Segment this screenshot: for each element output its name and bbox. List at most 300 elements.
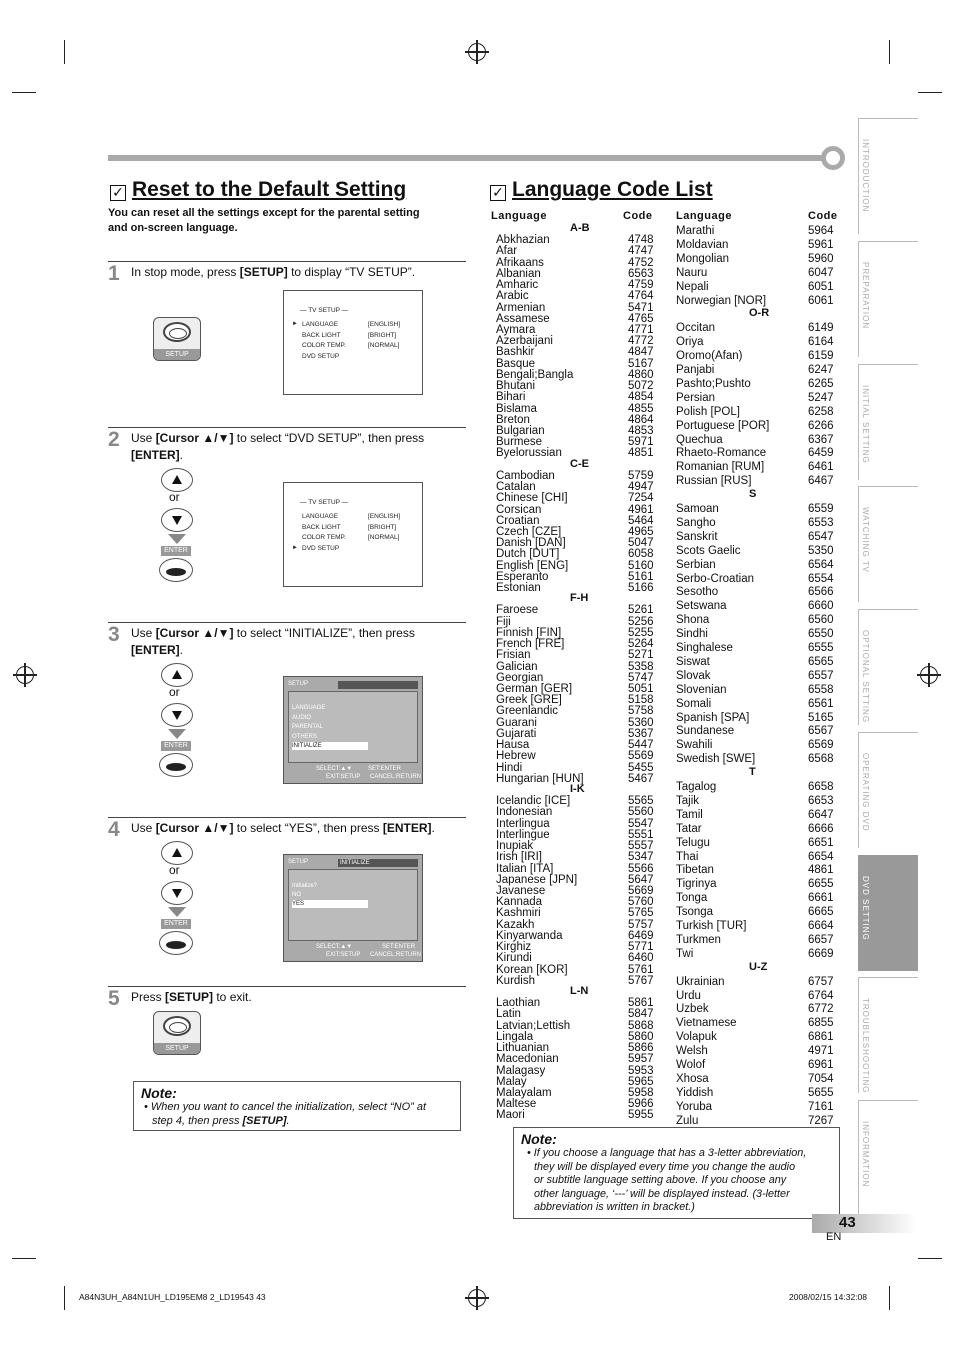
language-name: Assamese xyxy=(496,312,550,325)
language-name: Cambodian xyxy=(496,469,555,482)
language-name: Sangho xyxy=(676,516,716,529)
language-code: 6149 xyxy=(808,322,834,335)
language-code: 5771 xyxy=(628,941,654,954)
screen-row: LANGUAGE [ENGLISH] xyxy=(302,513,401,520)
language-name: Kinyarwanda xyxy=(496,929,563,942)
language-name: Tigrinya xyxy=(676,878,717,891)
crop-mark xyxy=(12,92,36,93)
registration-mark-icon xyxy=(468,1289,486,1307)
language-name: Oriya xyxy=(676,336,704,349)
screen-row: COLOR TEMP. [NORMAL] xyxy=(302,534,400,541)
language-name: German [GER] xyxy=(496,683,573,696)
side-tab-label: INTRODUCTION xyxy=(861,139,870,213)
language-code: 5557 xyxy=(628,840,654,853)
side-tab-label: OPERATING DVD xyxy=(861,753,870,832)
language-code: 5160 xyxy=(628,559,654,572)
checkbox-icon: ✓ xyxy=(490,185,506,201)
language-name: Kirundi xyxy=(496,952,532,965)
language-code: 4861 xyxy=(808,864,834,877)
language-code: 5358 xyxy=(628,660,654,673)
language-code: 5551 xyxy=(628,828,654,841)
language-name: Russian [RUS] xyxy=(676,475,752,488)
language-name: Serbo-Croatian xyxy=(676,572,754,585)
side-tab-dvd-setting xyxy=(858,855,918,971)
language-name: Shona xyxy=(676,614,710,627)
language-code: 4854 xyxy=(628,391,654,404)
screen-menu-item: INITIALIZE xyxy=(292,742,368,750)
language-code: 5350 xyxy=(808,544,834,557)
language-code: 5047 xyxy=(628,537,654,550)
screen-menu-item: YES xyxy=(292,900,368,908)
language-code: 4765 xyxy=(628,312,654,325)
language-code: 5958 xyxy=(628,1086,654,1099)
page-language: EN xyxy=(826,1231,842,1243)
language-name: Corsican xyxy=(496,503,542,516)
language-name: Tagalog xyxy=(676,781,717,793)
note-line: or subtitle language setting above. If you choose any xyxy=(534,1174,787,1187)
language-group-header: A-B xyxy=(570,222,590,234)
language-name: Albanian xyxy=(496,267,541,280)
language-name: Urdu xyxy=(676,989,701,1002)
screen-row: LANGUAGE [ENGLISH] xyxy=(302,321,401,328)
language-code: 5471 xyxy=(628,301,654,314)
language-name: Guarani xyxy=(496,716,537,729)
screen-footer: EXIT:SETUP xyxy=(326,774,361,780)
language-code: 6051 xyxy=(808,280,834,293)
step-number: 5 xyxy=(108,987,120,1010)
language-code: 6047 xyxy=(808,266,834,279)
language-code: 4965 xyxy=(628,525,654,538)
or-label: or xyxy=(169,490,180,504)
language-code: 6564 xyxy=(808,558,834,571)
language-code: 6547 xyxy=(808,530,834,543)
language-name: Finnish [FIN] xyxy=(496,626,562,639)
screen-row: BACK LIGHT [BRIGHT] xyxy=(302,331,397,339)
language-name: Hausa xyxy=(496,739,530,752)
language-code: 6568 xyxy=(808,753,834,766)
language-code: 6647 xyxy=(808,808,834,821)
language-code: 5247 xyxy=(808,391,834,404)
cursor-up-icon xyxy=(161,663,193,687)
language-name: Zulu xyxy=(676,1114,699,1127)
screen-row: DVD SETUP xyxy=(302,544,340,552)
language-code: 5271 xyxy=(628,649,654,662)
language-name: Tonga xyxy=(676,892,708,905)
language-code: 5569 xyxy=(628,750,654,763)
language-code: 6058 xyxy=(628,548,654,561)
language-code: 5261 xyxy=(628,604,654,617)
language-name: Korean [KOR] xyxy=(496,963,568,976)
language-name: Byelorussian xyxy=(496,447,562,460)
language-name: Galician xyxy=(496,660,538,673)
language-name: Kurdish xyxy=(496,974,535,987)
header-rule xyxy=(108,155,826,161)
language-code: 5051 xyxy=(628,683,654,696)
language-code: 5860 xyxy=(628,1030,654,1043)
language-name: Marathi xyxy=(676,225,715,237)
language-name: Latvian;Lettish xyxy=(496,1019,571,1032)
language-name: Nauru xyxy=(676,266,708,279)
header-rule-circle xyxy=(821,146,845,170)
language-code: 4860 xyxy=(628,368,654,381)
language-name: Rhaeto-Romance xyxy=(676,447,767,460)
language-name: Norwegian [NOR] xyxy=(676,294,767,307)
step-number: 2 xyxy=(108,428,120,451)
language-code: 6563 xyxy=(628,267,654,280)
tv-setup-screen xyxy=(283,290,423,395)
screen-footer: SET:ENTER xyxy=(382,944,416,950)
language-code: 6461 xyxy=(808,461,834,474)
enter-label: ENTER xyxy=(161,546,191,556)
side-tab-troubleshooting xyxy=(858,977,918,1093)
language-name: Serbian xyxy=(676,558,716,571)
language-code: 5955 xyxy=(628,1109,654,1122)
language-group-header: F-H xyxy=(570,592,589,605)
language-name: Czech [CZE] xyxy=(496,525,562,538)
language-name: Bihari xyxy=(496,391,526,404)
language-name: Bhutani xyxy=(496,380,536,393)
setup-button-icon: SETUP xyxy=(153,317,201,361)
language-name: Sundanese xyxy=(676,725,735,738)
language-name: Hungarian [HUN] xyxy=(496,772,584,785)
language-code: 4853 xyxy=(628,424,654,437)
side-tab-label: WATCHING TV xyxy=(861,507,870,573)
language-code: 5747 xyxy=(628,671,654,684)
language-code: 6657 xyxy=(808,933,834,946)
step-3-instruction: Use [Cursor ▲/▼] to select “INITIALIZE”, then press [ENTER]. xyxy=(131,626,415,657)
language-code: 5161 xyxy=(628,570,654,583)
language-name: Telugu xyxy=(676,836,710,849)
language-code: 6258 xyxy=(808,405,834,418)
language-name: Welsh xyxy=(676,1045,708,1058)
language-name: Turkmen xyxy=(676,933,721,946)
screen-row: DVD SETUP xyxy=(302,352,340,360)
language-code: 6855 xyxy=(808,1017,834,1030)
screen-header: SETUP xyxy=(288,859,309,865)
language-name: Romanian [RUM] xyxy=(676,461,765,474)
language-code: 6061 xyxy=(808,294,834,307)
language-code: 5167 xyxy=(628,357,654,370)
language-name: Inupiak xyxy=(496,840,534,853)
language-code: 6961 xyxy=(808,1059,834,1071)
step-4-instruction: Use [Cursor ▲/▼] to select “YES”, then press [ENTER]. xyxy=(131,821,435,835)
language-code: 4864 xyxy=(628,413,654,426)
language-name: Occitan xyxy=(676,322,715,335)
setup-button-icon: SETUP xyxy=(153,1011,201,1055)
tv-setup-screen-dvd-selected xyxy=(283,482,423,587)
language-code: 5464 xyxy=(628,514,654,527)
language-code: 5158 xyxy=(628,694,654,707)
language-name: Mongolian xyxy=(676,252,730,265)
language-code: 6559 xyxy=(808,503,834,515)
language-name: Yiddish xyxy=(676,1086,714,1099)
language-code: 7267 xyxy=(808,1114,834,1127)
language-code: 5072 xyxy=(628,380,654,393)
language-name: Xhosa xyxy=(676,1072,709,1085)
language-name: Sesotho xyxy=(676,586,719,599)
language-name: Bashkir xyxy=(496,346,535,359)
language-name: Amharic xyxy=(496,279,539,292)
note-line: other language, ‘---’ will be displayed instead. (3-letter xyxy=(534,1187,790,1200)
language-name: Esperanto xyxy=(496,570,549,583)
language-name: Basque xyxy=(496,357,536,370)
language-name: Estonian xyxy=(496,582,541,595)
language-code: 5165 xyxy=(808,711,834,724)
language-code: 5565 xyxy=(628,795,654,808)
cursor-down-icon xyxy=(161,703,193,727)
language-code: 5966 xyxy=(628,1098,654,1111)
language-code: 5957 xyxy=(628,1053,654,1066)
cursor-down-icon xyxy=(161,881,193,905)
menu-pointer-icon: ► xyxy=(292,544,298,551)
language-name: Maltese xyxy=(496,1098,537,1111)
language-code: 6557 xyxy=(808,669,834,682)
screen-footer: SELECT:▲▼ xyxy=(316,944,353,950)
side-tab-introduction xyxy=(858,118,918,234)
language-code: 6664 xyxy=(808,920,834,932)
language-name: Slovak xyxy=(676,669,711,682)
checkbox-icon: ✓ xyxy=(110,185,126,201)
screen-title: — TV SETUP — xyxy=(300,499,349,506)
crop-mark xyxy=(889,40,890,64)
language-name: Vietnamese xyxy=(676,1017,737,1030)
language-name: Uzbek xyxy=(676,1003,709,1016)
language-group-header: S xyxy=(749,488,757,501)
screen-footer: EXIT:SETUP xyxy=(326,952,361,958)
language-name: Kirghiz xyxy=(496,941,532,954)
language-name: Croatian xyxy=(496,514,540,527)
language-code: 5868 xyxy=(628,1019,654,1032)
footer-timestamp: 2008/02/15 14:32:08 xyxy=(789,1292,867,1302)
screen-row: BACK LIGHT [BRIGHT] xyxy=(302,523,397,531)
language-code: 6558 xyxy=(808,683,834,696)
screen-header: SETUP xyxy=(288,681,309,687)
language-code: 6265 xyxy=(808,377,834,390)
language-name: Scots Gaelic xyxy=(676,544,741,557)
language-code: 5560 xyxy=(628,806,654,819)
language-name: Georgian xyxy=(496,671,544,684)
side-tab-operating-dvd xyxy=(858,732,918,848)
language-name: Aymara xyxy=(496,323,536,336)
language-name: Malagasy xyxy=(496,1064,546,1077)
language-code: 4747 xyxy=(628,245,654,258)
language-name: Abkhazian xyxy=(496,234,550,247)
language-name: Afar xyxy=(496,245,518,258)
language-code: 6666 xyxy=(808,822,834,835)
note-cancel-initialization: Note: • When you want to cancel the initialization, select “NO” at step 4, then press [SETUP]. xyxy=(133,1081,461,1131)
step-divider xyxy=(108,261,466,262)
screen-footer: SET:ENTER xyxy=(368,766,402,772)
registration-mark-icon xyxy=(920,666,938,684)
language-name: Swedish [SWE] xyxy=(676,753,756,766)
language-name: Lithuanian xyxy=(496,1042,550,1055)
language-name: Polish [POL] xyxy=(676,405,740,418)
enter-button-icon xyxy=(159,558,193,582)
language-name: Japanese [JPN] xyxy=(496,873,578,886)
step-2-instruction: Use [Cursor ▲/▼] to select “DVD SETUP”, then press [ENTER]. xyxy=(131,431,425,462)
language-name: Nepali xyxy=(676,280,709,293)
side-tab-preparation xyxy=(858,241,918,357)
language-code: 6569 xyxy=(808,739,834,752)
language-code: 5347 xyxy=(628,851,654,864)
language-name: Sanskrit xyxy=(676,530,718,543)
language-name: Indonesian xyxy=(496,806,553,819)
language-code: 6764 xyxy=(808,989,834,1002)
enter-label: ENTER xyxy=(161,741,191,751)
language-name: Javanese xyxy=(496,884,546,897)
language-name: English [ENG] xyxy=(496,559,569,572)
language-name: Persian xyxy=(676,391,715,404)
screen-footer: CANCEL:RETURN xyxy=(370,774,422,780)
language-name: Singhalese xyxy=(676,642,733,654)
crop-mark xyxy=(64,1286,65,1310)
language-code: 6661 xyxy=(808,892,834,905)
language-group-header: O-R xyxy=(749,307,770,320)
col2-language-header: Language xyxy=(676,210,732,222)
cursor-down-icon xyxy=(161,508,193,532)
language-code: 7161 xyxy=(808,1100,834,1113)
language-group-header: C-E xyxy=(570,457,589,470)
side-tab-watching-tv xyxy=(858,486,918,602)
language-name: Swahili xyxy=(676,739,713,752)
language-name: Bislama xyxy=(496,402,537,415)
enter-button-icon xyxy=(159,931,193,955)
language-name: Italian [ITA] xyxy=(496,862,554,875)
language-code: 6550 xyxy=(808,628,834,641)
language-code: 5866 xyxy=(628,1042,654,1055)
language-name: Turkish [TUR] xyxy=(676,920,747,932)
arrow-down-icon xyxy=(168,534,186,544)
language-name: Tajik xyxy=(676,794,700,807)
language-code: 6469 xyxy=(628,929,654,942)
step-divider xyxy=(108,817,466,818)
language-code: 5861 xyxy=(628,997,654,1010)
language-code: 5255 xyxy=(628,626,654,639)
language-code: 5760 xyxy=(628,896,654,909)
language-name: Lingala xyxy=(496,1030,534,1043)
language-code: 6669 xyxy=(808,947,834,960)
language-code: 6653 xyxy=(808,794,834,807)
language-name: Arabic xyxy=(496,290,529,303)
language-code: 5264 xyxy=(628,638,654,651)
arrow-down-icon xyxy=(168,729,186,739)
language-name: Tamil xyxy=(676,808,703,821)
language-name: French [FRE] xyxy=(496,638,565,651)
language-code: 5669 xyxy=(628,884,654,897)
side-tab-label: DVD SETTING xyxy=(861,876,870,941)
setup-menu-screen xyxy=(283,676,423,784)
menu-pointer-icon: ► xyxy=(292,321,298,327)
screen-header-bar: INITIALIZE xyxy=(338,859,418,867)
language-code: 4748 xyxy=(628,234,654,247)
language-name: Afrikaans xyxy=(496,256,544,269)
language-code: 6665 xyxy=(808,906,834,919)
language-name: Kannada xyxy=(496,896,543,909)
language-name: Laothian xyxy=(496,997,541,1010)
language-name: Tsonga xyxy=(676,906,714,919)
language-code: 4961 xyxy=(628,503,654,516)
registration-mark-icon xyxy=(468,43,486,61)
language-group-header: T xyxy=(749,766,756,779)
language-name: Slovenian xyxy=(676,683,727,696)
language-code: 5953 xyxy=(628,1064,654,1077)
language-name: Twi xyxy=(676,947,694,960)
step-number: 3 xyxy=(108,623,120,646)
language-code: 6561 xyxy=(808,697,834,710)
language-name: Hindi xyxy=(496,761,523,774)
language-name: Quechua xyxy=(676,433,723,446)
note-line: abbreviation is written in bracket.) xyxy=(534,1201,695,1214)
language-name: Catalan xyxy=(496,481,536,494)
screen-menu xyxy=(288,869,418,941)
language-code: 6660 xyxy=(808,600,834,613)
enter-label: ENTER xyxy=(161,919,191,929)
language-name: Tibetan xyxy=(676,864,714,877)
language-code: 5360 xyxy=(628,716,654,729)
language-name: Pashto;Pushto xyxy=(676,377,751,390)
intro-text: You can reset all the settings except for the parental setting and on-screen language. xyxy=(108,207,420,234)
language-name: Frisian xyxy=(496,649,531,662)
language-code: 5759 xyxy=(628,469,654,482)
language-code: 7054 xyxy=(808,1072,834,1085)
enter-button-icon xyxy=(159,753,193,777)
screen-row: COLOR TEMP. [NORMAL] xyxy=(302,342,400,349)
col2-code-header: Code xyxy=(808,210,838,222)
language-code: 4971 xyxy=(808,1045,834,1058)
language-code: 5467 xyxy=(628,772,654,785)
language-name: Faroese xyxy=(496,604,539,617)
or-label: or xyxy=(169,685,180,699)
language-name: Ukrainian xyxy=(676,975,725,988)
registration-mark-icon xyxy=(16,666,34,684)
screen-menu xyxy=(288,691,418,763)
language-name: Sindhi xyxy=(676,628,708,641)
crop-mark xyxy=(889,1286,890,1310)
language-code: 5447 xyxy=(628,739,654,752)
language-code: 4947 xyxy=(628,481,654,494)
step-divider xyxy=(108,622,466,623)
language-code: 6164 xyxy=(808,336,834,349)
language-code: 6553 xyxy=(808,516,834,529)
language-code: 5765 xyxy=(628,907,654,920)
language-code: 6159 xyxy=(808,350,834,363)
language-code: 4771 xyxy=(628,323,654,336)
screen-footer: SELECT:▲▼ xyxy=(316,766,353,772)
language-code: 6651 xyxy=(808,836,834,849)
cursor-up-icon xyxy=(161,841,193,865)
crop-mark xyxy=(12,1258,36,1259)
language-code: 5655 xyxy=(808,1086,834,1099)
language-name: Danish [DAN] xyxy=(496,537,566,550)
language-name: Interlingua xyxy=(496,817,550,830)
screen-menu-item: LANGUAGE xyxy=(292,705,326,711)
language-name: Kashmiri xyxy=(496,907,541,920)
language-name: Burmese xyxy=(496,436,543,449)
language-name: Setswana xyxy=(676,600,727,613)
language-code: 4847 xyxy=(628,346,654,359)
cursor-up-icon xyxy=(161,468,193,492)
language-name: Somali xyxy=(676,697,712,710)
step-5-instruction: Press [SETUP] to exit. xyxy=(131,990,252,1004)
language-name: Chinese [CHI] xyxy=(496,492,568,505)
language-name: Gujarati xyxy=(496,727,537,740)
screen-menu-item: OTHERS xyxy=(292,733,318,740)
language-name: Bulgarian xyxy=(496,424,545,437)
step-number: 4 xyxy=(108,818,120,841)
language-code: 4851 xyxy=(628,447,654,460)
language-code: 4759 xyxy=(628,279,654,292)
col1-language-header: Language xyxy=(491,210,547,222)
